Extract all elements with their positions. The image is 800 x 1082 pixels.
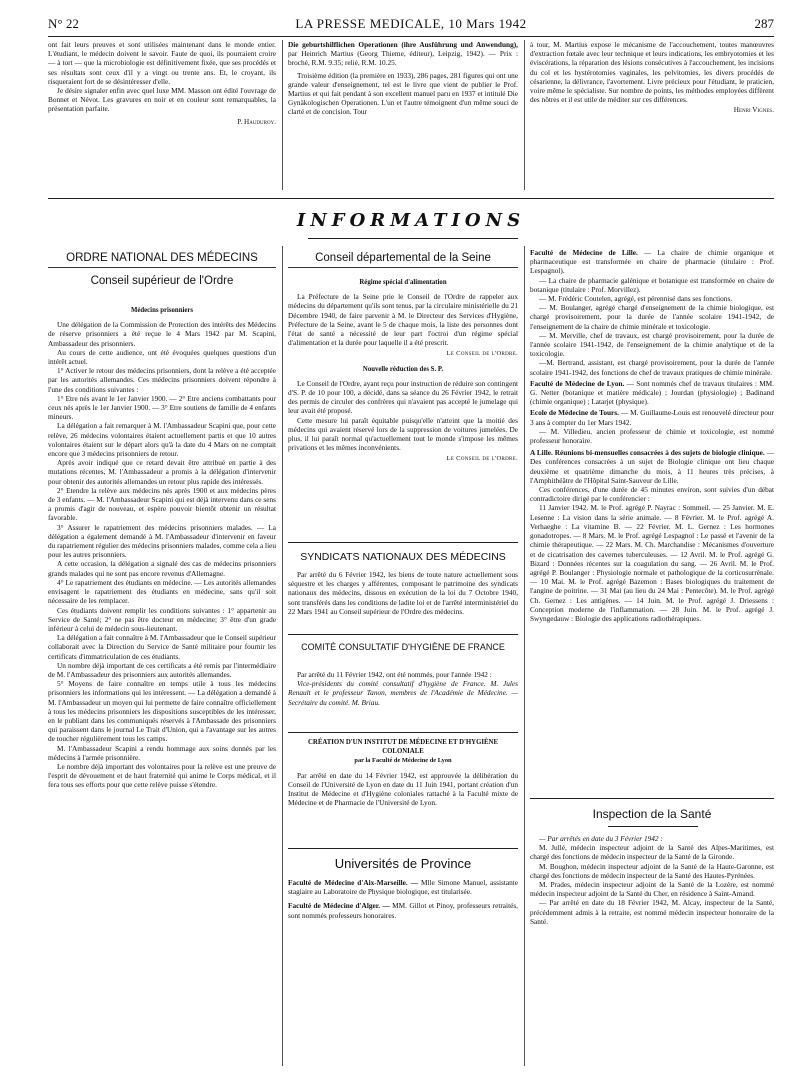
column-divider — [282, 246, 283, 1066]
lille-title: Faculté de Médecine de Lille. — [530, 248, 638, 257]
section-rule — [48, 198, 774, 199]
section-rule — [288, 848, 518, 849]
col2-top-text: Régime spécial d'alimentation La Préfecture de la Seine prie le Conseil de l'Ordre de rappeler aux médecins du département qu'ils sont tenus, par la circulaire ministérielle du 21 Décembre 1940, de faire parvenir à M. le Directeur des Services d'Hygiène, Préfecture de la Seine, avant le 5 de chaque mois, la liste des personnes dont l'état de santé a nécessité de leur part l'octroi d'un régime spécial d'alimentation et la durée pour laquelle il a été prescrit. Le Conseil de l'Ordre. Nouvelle réduction des S. P. Le Conseil de l'Ordre, ayant reçu pour instruction de réduire son contingent d'S. P. de 10 pour 100, a décidé, dans sa séance du 26 Février 1942, le retrait des permis de circuler des confrères qui n'avaient pas accepté le jumelage qui leur avait été proposé. Cette mesure lui paraît équitable puisqu'elle n'atteint que la moitié des médecins qui avaient réservé lors de la suppression de voitures jumelées. De plus, il lui paraît normal qu'actuellement tout le monde s'impose les mêmes privations et les mêmes inconvénients. Le Conseil de l'Ordre. — [288, 279, 518, 463]
lyon-title: Faculté de Médecine de Lyon. — [530, 378, 625, 388]
subsection-conseil-superieur: Conseil supérieur de l'Ordre — [90, 275, 234, 287]
issue-number: N° 22 — [48, 16, 79, 31]
informations-underline — [308, 238, 518, 239]
section-rule — [288, 542, 518, 543]
page-header — [48, 16, 774, 34]
comite-text: Par arrêté du 11 Février 1942, ont été nommés, pour l'année 1942 : Vice-présidents du comité consultatif d'hygiène de France. M. Jules Renault et le professeur Tanon, membres de l'Académie de Médecine. — Secrétaire du comité. M. Briau. — [288, 670, 518, 707]
section-rule — [288, 634, 518, 635]
review-bonnet-nevot: ont fait leurs preuves et sont utilisées maintenant dans le monde entier. L'étudiant, le médecin doivent le savoir. Faute de quoi, ils pourraient croire — à tort — que la microbiologie est définitivement fixée, que ses procédés et ses résultats sont ceux d'il y a vingt ou trente ans. Et, le croyant, ils risqueraient fort de se désintéresser d'elle. Je désire signaler enfin avec quel luxe MM. Masson ont édité l'ouvrage de Bonnet et Névot. Les gravures en noir et en couleur sont remarquables, la présentation parfaite. P. Hauduroy. — [48, 40, 276, 126]
book-title: Die geburtshilflichen Operationen (ihre Ausführung und Anwendung), — [288, 40, 518, 49]
subtitle-reduction-sp: Nouvelle réduction des S. P. — [362, 365, 444, 373]
header-rule — [48, 36, 774, 37]
inspection-underline — [608, 826, 698, 827]
column-divider — [524, 246, 525, 1066]
creation-institut: CRÉATION D'UN INSTITUT DE MÉDECINE ET D'HYGIÈNE COLONIALE par la Faculté de Médecine de Lyon Par arrêté en date du 14 Février 1942, est approuvée la délibération du Conseil de l'Université de Lyon en date du 11 Juin 1941, portant création d'un Institut de Médecine et d'Hygiène coloniales rattaché à la Faculté mixte de Médecine et de Pharmacie de l'Université de Lyon. — [288, 739, 518, 808]
section-ordre-national: ORDRE NATIONAL DES MÉDECINS — [48, 252, 276, 268]
informations-heading: INFORMATIONS — [296, 210, 526, 231]
subtitle-medecins-prisonniers: Médecins prisonniers — [130, 307, 194, 314]
review-martius-continued: à tour, M. Martius expose le mécanisme de l'accouchement, toutes manœuvres d'extraction fœtale avec leur technique et leurs indications, les embryotomies et les éviscérations, la réparation des lésions consécutives à l'accouchement, les incisions du col et les hystérotomies vaginales, les pelvitomies, les divers procédés de césarienne, la délivrance, l'avortement. Livre précieux pour l'étudiant, le praticien, voire même le spécialiste. Sur nombre de points, les méthodes employées diffèrent des nôtres et il est utile de méditer sur ces différences. Henri Vignes. — [530, 40, 774, 115]
journal-title: LA PRESSE MEDICALE, 10 Mars 1942 — [295, 16, 527, 31]
section-universites: Universités de Province — [334, 856, 472, 871]
section-rule — [530, 798, 774, 799]
syndicats-text: Par arrêté du 6 Février 1942, les biens de toute nature actuellement sous séquestre et les charges y afférentes, composant le patrimoine des syndicats nationaux des médecins, dissous en exécution de la loi du 7 Octobre 1940, sont transférés dans les conditions de ladite loi et de l'arrêté interministériel du 22 Mars 1941 au Conseil supérieur de l'Ordre des médecins. — [288, 570, 518, 616]
section-comite-hygiene: COMITÉ CONSULTATIF D'HYGIÈNE DE FRANCE — [301, 642, 505, 652]
column-divider — [282, 40, 283, 190]
universites-text: Faculté de Médecine d'Aix-Marseille. — Mlle Simone Manuel, assistante stagiaire au Laboratoire de Physique biologique, est titularisée. Faculté de Médecine d'Alger. — MM. Gillot et Pinoy, professeurs retraités, sont nommés professeurs honoraires. — [288, 878, 519, 920]
column-divider — [524, 40, 525, 190]
col3-text: Faculté de Médecine de Lille. — La chaire de chimie organique et pharmaceutique est transformée en chaire de pharmacie (titulaire : Prof. Lespagnol). — La chaire de pharmacie galénique et botanique est transformée en chaire de botanique (titulaire : Prof. Morvillez). — M. Frédéric Coutelen, agrégé, est pérennisé dans ses fonctions. — M. Boulanger, agrégé chargé d'enseignement de la chimie biologique, est chargé provisoirement, pour la durée de l'année scolaire 1941-1942, de l'enseignement de la chaire de chimie minérale et toxicologie. — M. Merville, chef de travaux, est chargé provisoirement, pour la durée de l'année scolaire 1941-1942, de l'enseignement de la chimie analytique et de la toxicologie. —M. Bertrand, assistant, est chargé provisoirement, pour la durée de l'année scolaire 1941-1942, des fonctions de chef de travaux pratiques de chimie minérale. Faculté de Médecine de Lyon. — Sont nommés chef de travaux titulaires : MM. G. Netter (botanique et matière médicale) ; Jourdan (physiologie) ; Badinand (chimie organique) ; Latarjet (physique). Ecole de Médecine de Tours. — M. Guillaume-Louis est renouvelé directeur pour 3 ans à compter du 1er Mars 1942. — M. Villedieu, ancien professeur de chimie et toxicologie, est nommé professeur honoraire. A Lille. Réunions bi-mensuelles consacrées à des sujets de biologie clinique. — Des conférences consacrées à un sujet de Biologie clinique ont lieu chaque deuxième et quatrième dimanche du mois, à 11 heures très précises, à l'Amphithéâtre de l'Hôpital Saint-Sauveur de Lille. Ces conférences, d'une durée de 45 minutes environ, sont suivies d'un débat contradictoire dirigé par le conférencier : 11 Janvier 1942. M. le Prof. agrégé P. Nayrac : Sommeil. — 25 Janvier. M. E. Lesenne : La vision dans la série animale. — 8 Février. M. le Prof. agrégé A. Verhaeghe : La vitamine B. — 22 Février. M. L. Gernez : Les hormones gonadotropes. — 8 Mars. M. le Prof. agrégé Lespagnol : Le passé et l'avenir de la chimie thérapeutique. — 22 Mars. M. Ch. Marchandise : Mécanismes d'ouverture et de cicatrisation des cavernes tuberculeuses. — 12 Avril. M. le Prof. agrégé G. Bizard : Données récentes sur la coagulation du sang. — 26 Avril. M. le Prof. agrégé P. Boulanger : Physiologie normale et pathologique de la corticosurrénale. — 10 Mai. M. le Prof. agrégé Bazemon : Bases biologiques du traitement de l'angine de poitrine. — 31 Mai (au lieu du 24 Mai : Pentecôte). M. le Prof. agrégé Ch. Gernez : Les antigènes. — 14 Juin. M. le Prof. agrégé J. Driessens : Conception moderne de l'inflammation. — 28 Juin. M. le Prof. agrégé J. Swyngedauw : Biologie des applications radiothérapiques. — [530, 248, 774, 623]
section-conseil-departemental: Conseil départemental de la Seine — [288, 252, 518, 268]
col1-text: Médecins prisonniers Une délégation de la Commission de Protection des intérêts des Médecins de réserve prisonniers a été reçue le 4 Mars 1942 par M. Scapini, Ambassadeur des prisonniers. Au cours de cette audience, ont été évoquées quelques questions d'un intérêt actuel. 1° Activer le retour des médecins prisonniers, dont la relève a été acceptée par les autorités allemandes. Ces médecins prisonniers doivent répondre à l'une des conditions suivantes : 1° Etre nés avant le 1er Janvier 1900. — 2° Etre anciens combattants pour ceux nés après le 1er Janvier 1900. — 3° Etre soutiens de famille de 4 enfants mineurs. La délégation a fait remarquer à M. l'Ambassadeur Scapini que, pour cette relève, 26 médecins volontaires étaient actuellement partis et que 10 autres volontaires étaient sur le départ alors qu'à la date du 4 Mars on ne comptait encore que 3 médecins prisonniers de retour. Après avoir indiqué que ce retard devait être attribué en partie à des mutations récentes, M. l'Ambassadeur a promis à la délégation d'intervenir pour obtenir des autorités allemandes un retour plus rapide des intéressés. 2° Etendre la relève aux médecins nés après 1900 et aux médecins pères de 3 enfants. — M. l'Ambassadeur Scapini qui est déjà intervenu dans ce sens a promis d'agir de nouveau, et espère pouvoir bientôt obtenir un résultat favorable. 3° Assurer le rapatriement des médecins prisonniers malades. — La délégation a également demandé à M. l'Ambassadeur d'intervenir en faveur du rapatriement régulier des médecins prisonniers malades, comme cela a lieu pour les autres prisonniers. A cette occasion, la délégation a signalé des cas de médecins prisonniers grands malades qui ne sont pas encore revenus d'Allemagne. 4° Le rapatriement des étudiants en médecine. — Les autorités allemandes envisagent le rapatriement des étudiants en médecine, sans qu'il soit nécessaire de les remplacer. Ces étudiants doivent remplir les conditions suivantes : 1° appartenir au Service de Santé; 2° ne pas être docteur en médecine; 3° être d'un grade inférieur à celui de médecin sous-lieutenant. La délégation a fait connaître à M. l'Ambassadeur que le Conseil supérieur collaborait avec la Direction du Service de Santé militaire pour fournir les certificats d'immatriculation de ces étudiants. Un nombre déjà important de ces certificats a été remis par l'intermédiaire de M. l'Ambassadeur des prisonniers aux autorités allemandes. 5° Moyens de faire connaître en temps utile à tous les médecins prisonniers les informations qui les intéressent. — La délégation a demandé à M. l'Ambassadeur un moyen qui lui permette de faire connaître officiellement à tous les médecins prisonniers les dispositions susceptibles de les intéresser, en le publiant dans les communiqués réservés à l'Ambassade des prisonniers qui paraissent dans le journal Le Trait d'Union, qui a l'avantage sur les autres de toucher régulièrement tous les camps. M. l'Ambassadeur Scapini a rendu hommage aux soins donnés par les médecins à l'armée prisonnière. Le nombre déjà important des volontaires pour la relève est une preuve de l'esprit de dévouement et de haut fraternité qui anime le Corps médical, et il fera tous ses efforts pour que cette relève puisse s'étendre. — [48, 307, 276, 790]
review-martius: Die geburtshilflichen Operationen (ihre Ausführung und Anwendung), par Heinrich Martius (Georg Thieme, éditeur), Leipzig, 1942). — Prix : broché, R.M. 9.35; relié, R.M. 10.25. Troisième édition (la première en 1933), 286 pages, 281 figures qui ont une grande valeur d'enseignement, tel est le livre que vient de publier le Prof. Martius et qui fait pendant à son excellent manuel paru en 1937 et intitulé Die Gynäkologischen Operationen. L'un et l'autre témoignent d'un même souci de clarté et de concision. Tour — [288, 40, 518, 117]
creation-title: CRÉATION D'UN INSTITUT DE MÉDECINE ET D'HYGIÈNE COLONIALE — [308, 739, 498, 756]
section-syndicats: SYNDICATS NATIONAUX DES MÉDECINS — [300, 551, 506, 563]
newspaper-page — [48, 10, 774, 1072]
section-inspection-sante: Inspection de la Santé — [592, 807, 712, 821]
tours-title: Ecole de Médecine de Tours. — [530, 408, 619, 418]
reunions-title: A Lille. Réunions bi-mensuelles consacrées à des sujets de biologie clinique. — [530, 448, 765, 458]
section-rule — [288, 732, 518, 733]
subtitle-regime-special: Régime spécial d'alimentation — [359, 279, 447, 286]
inspection-text: — Par arrêtés en date du 3 Février 1942 : M. Jullé, médecin inspecteur adjoint de la Santé des Alpes-Maritimes, est chargé des fonctions de médecin inspecteur de la Santé de la Gironde. M. Boughon, médecin inspecteur adjoint de la Santé de la Haute-Garonne, est chargé des fonctions de médecin inspecteur de la Santé des Hautes-Pyrénées. M. Prades, médecin inspecteur adjoint de la Santé de la Lozère, est nommé médecin inspecteur adjoint de la Santé du Cher, en résidence à Saint-Amand. — Par arrêté en date du 18 Février 1942, M. Alcay, inspecteur de la Santé, précédemment admis à la retraite, est nommé médecin inspecteur honoraire de la Santé. — [530, 834, 774, 926]
page-number: 287 — [754, 16, 774, 31]
creation-subtitle: par la Faculté de Médecine de Lyon — [354, 757, 452, 765]
